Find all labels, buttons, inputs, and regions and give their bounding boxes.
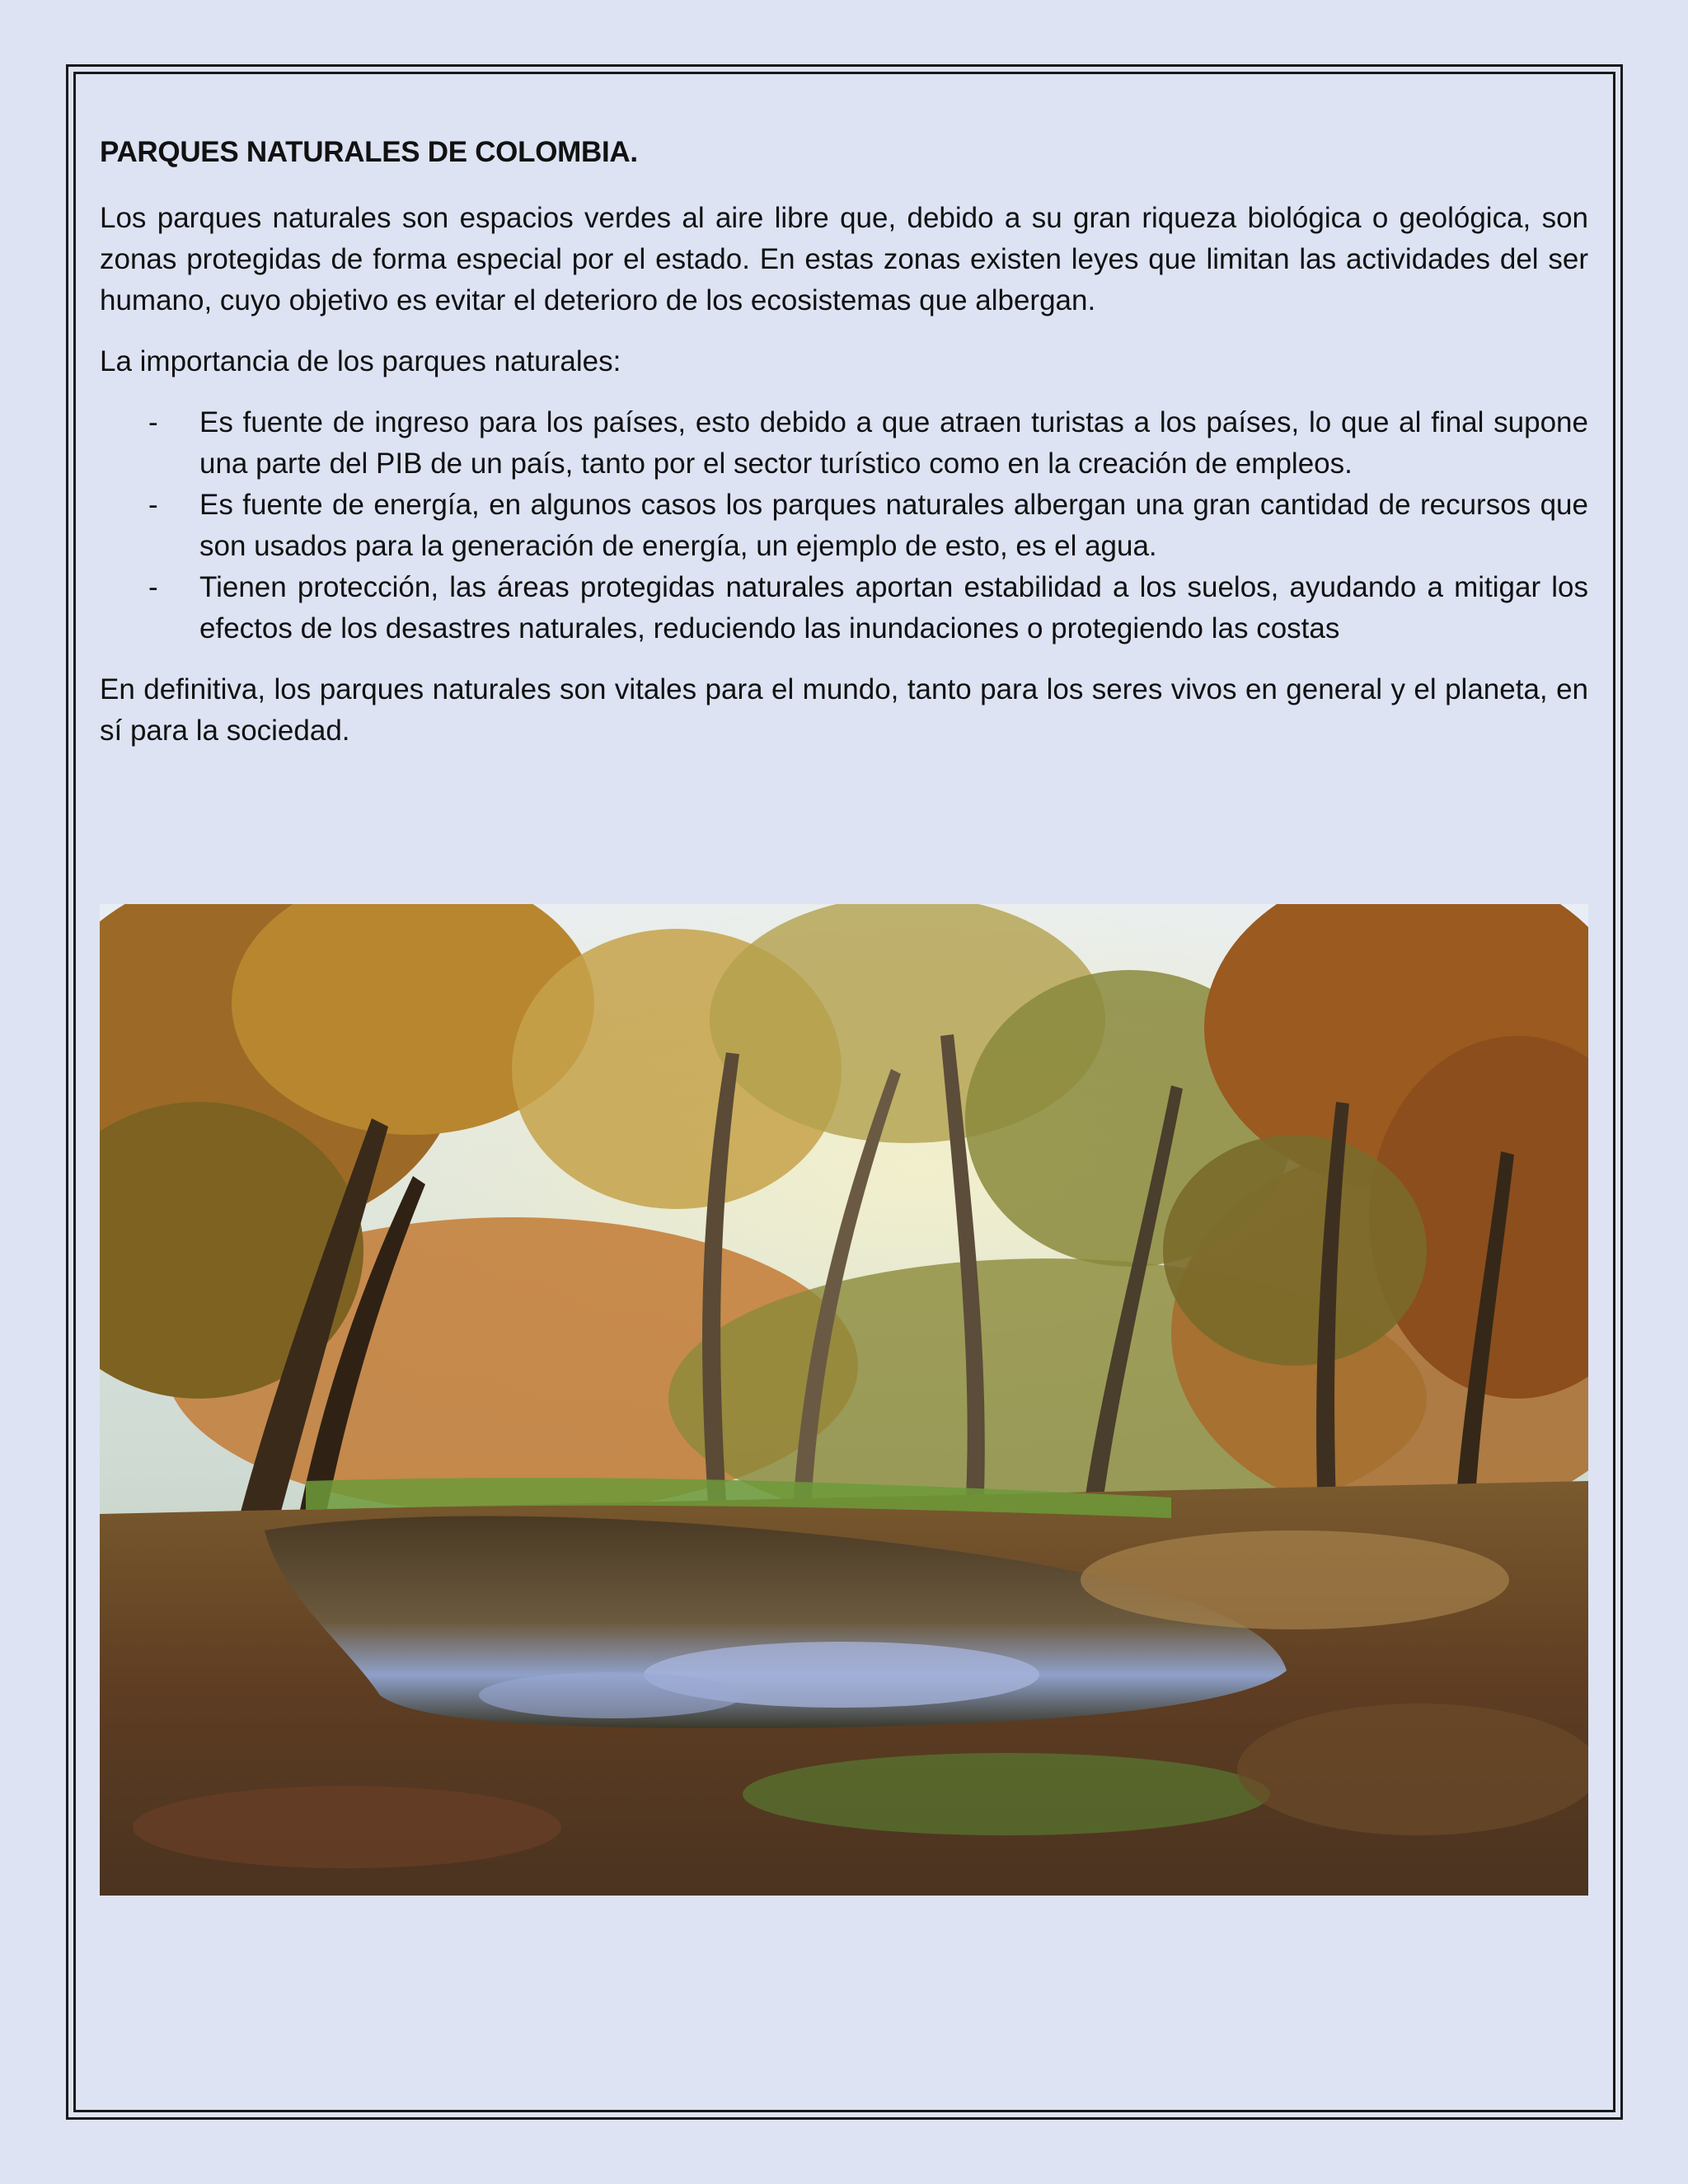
- bullet-text: Tienen protección, las áreas protegidas naturales aportan estabilidad a los suelos, ayudando a mitigar los efectos de los desastres naturales, reduciendo las inundaciones o protegiendo las costas: [199, 571, 1588, 644]
- intro-paragraph: Los parques naturales son espacios verdes al aire libre que, debido a su gran riqueza biológica o geológica, son zonas protegidas de forma especial por el estado. En estas zonas existen leyes que limitan las actividades del ser humano, cuyo objetivo es evitar el deterioro de los ecosistemas que albergan.: [100, 202, 1588, 316]
- importance-heading: La importancia de los parques naturales:: [100, 345, 621, 377]
- list-item: [100, 485, 1588, 567]
- importance-list: [100, 402, 1588, 649]
- list-item: [100, 402, 1588, 485]
- bullet-marker: -: [148, 571, 158, 603]
- conclusion-paragraph: En definitiva, los parques naturales son vitales para el mundo, tanto para los seres vivos en general y el planeta, en sí para la sociedad.: [100, 673, 1588, 747]
- forest-photo: [100, 904, 1588, 1896]
- bullet-marker: -: [148, 489, 158, 521]
- document-body: [100, 132, 1588, 771]
- document-title: PARQUES NATURALES DE COLOMBIA.: [100, 136, 638, 168]
- bullet-text: Es fuente de ingreso para los países, esto debido a que atraen turistas a los países, lo que al final supone una parte del PIB de un país, tanto por el sector turístico como en la creación de empleos.: [199, 406, 1588, 480]
- list-item: [100, 567, 1588, 649]
- bullet-marker: -: [148, 406, 158, 438]
- bullet-text: Es fuente de energía, en algunos casos los parques naturales albergan una gran cantidad de recursos que son usados para la generación de energía, un ejemplo de esto, es el agua.: [199, 489, 1588, 562]
